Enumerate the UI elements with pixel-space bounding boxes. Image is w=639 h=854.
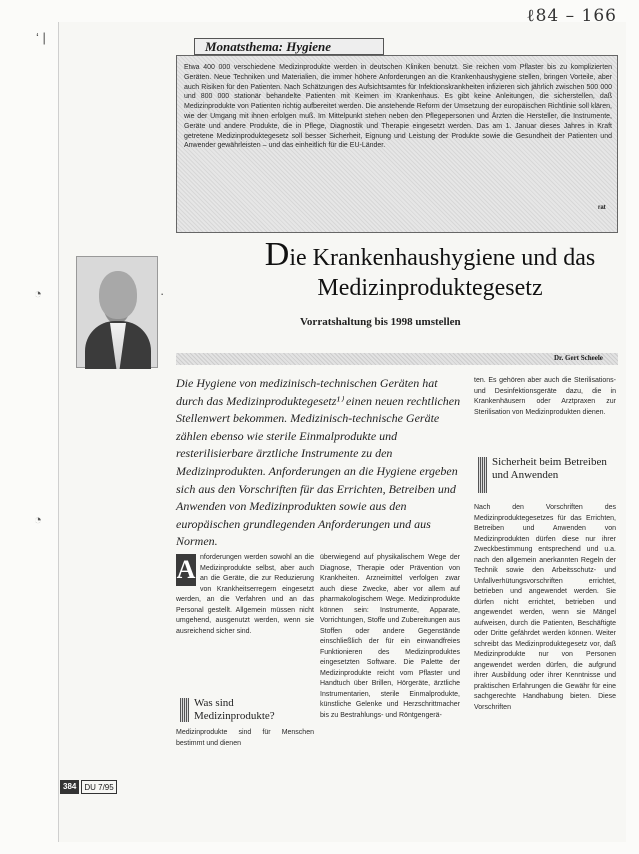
title-initial: D: [264, 236, 290, 273]
title-rest: ie Krankenhaushygiene und das Medizinproduktegesetz: [289, 245, 596, 301]
page-number: 384: [60, 780, 79, 794]
topic-label: Monatsthema: Hygiene: [194, 38, 384, 55]
binder-hole-icon: ◔: [34, 286, 42, 301]
drop-cap: A: [176, 555, 196, 584]
page-footer: [60, 780, 117, 794]
column-3-continued: Nach den Vorschriften des Medizinproduktegesetzes für das Errichten, Betreiben und Anwenden von Medizinprodukten dürfen diese nur ihrer Zweckbestimmung entsprechend und u.a. nach den allgemein anerkannten Regeln der Technik sowie den Arbeitsschutz- und Unfallverhütungsvorschriften errichtet, betrieben und angewendet werden. Sie dürfen nicht errichtet, betrieben und angewendet werden, wenn sie Mängel aufweisen, durch die Patienten, Beschäftigte oder Dritte gefährdet werden können. Weiter schreibt das Medizinproduktegesetz vor, daß Medizinprodukte nur von Personen angewendet werden dürfen, die aufgrund ihrer Ausbildung oder ihrer Kenntnisse und praktischen Erfahrungen die Gewähr für eine sachgerechte Handhabung bieten. Diese Vorschriften: [474, 504, 616, 711]
section-heading-medizinprodukte: [180, 697, 310, 722]
article-author: Dr. Gert Scheele: [554, 354, 603, 362]
binding-mark: ‘ |: [36, 30, 46, 45]
article-intro: Die Hygiene von medizinisch-technischen Geräten hat durch das Medizinproduktegesetz¹⁾ einen neuen rechtlichen Stellenwert bekommen. Medizinisch-technische Geräte zählen ebenso wie sterile Einmalprodukte und resterilisierbare ärztliche Instrumente zu den Medizinprodukten. Anforderungen an die Hygiene ergeben sich aus den Vorschriften für das Errichten, Betreiben und Anwenden von Medizinprodukten sowie aus den europäischen grundlegenden Anforderungen und aus Normen.: [176, 376, 461, 549]
column-2: überwiegend auf physikalischem Wege der Diagnose, Therapie oder Prävention von Krankheiten. Arzneimittel verfolgen zwar auch diese Zwecke, aber vor allem auf pharmakologischem Wege. Medizinprodukte können sein: Instrumente, Apparate, Vorrichtungen, Stoffe und Zubereitungen aus Stoffen oder andere Gegenstände einschließlich der für ein einwandfreies Funktionieren des Medizinproduktes eingesetzten Software. Die Palette der Medizinprodukte reicht vom Pflaster und Handtuch über Brillen, Hörgeräte, ärztliche Instrumentarien, sterile Einmalprodukte, künstliche Gelenke und Herzschrittmacher bis zu Bestrahlungs- und Röntgengerä-: [320, 554, 460, 719]
section-heading-text: Sicherheit beim Betreiben und Anwenden: [492, 456, 607, 481]
issue-label: DU 7/95: [81, 780, 116, 794]
article-title: [240, 236, 620, 303]
column-1-continued: Medizinprodukte sind für Menschen bestimmt und dienen: [176, 729, 314, 747]
author-bar: [176, 353, 618, 365]
binder-hole-icon: ◔: [34, 512, 42, 527]
article-subtitle: Vorratshaltung bis 1998 umstellen: [300, 316, 461, 328]
column-3: ten. Es gehören aber auch die Sterilisations- und Desinfektionsgeräte dazu, die in Krankenhäusern oder Arztpraxen zur Sterilisation von Medizinprodukten dienen.: [474, 377, 616, 416]
topic-text: Etwa 400 000 verschiedene Medizinprodukte werden in deutschen Kliniken benutzt. Sie reichen vom Pflaster bis zu komplizierten Geräten. Neue Techniken und Materialien, die immer höhere Anforderungen an die Krankenhaushygiene stellen, bringen Vorteile, aber auch Risiken für den Patienten. Nach Schätzungen des Aufsichtsamtes für Infektionskrankheiten infizieren sich jährlich zwischen 500 000 und 800 000 stationär behandelte Patienten mit Keimen im Krankenhaus. Es gibt keine Anleitungen, die sicherstellen, daß Medizinprodukte von Patienten richtig aufbereitet werden. Die anstehende Reform der Umsetzung der europäischen Richtlinie soll klären, wie der Umgang mit ihnen erfolgen muß. Im Mittelpunkt stehen neben den Pflegepersonen und Ärzten die Hersteller, die Instrumente, Geräte und andere Produkte, die in Pflege, Diagnostik und Therapie eingesetzt werden. Das am 1. Januar dieses Jahres in Kraft getretene Medizinproduktegesetz soll besser Sicherheit, Eignung und Leistung der Produkte sowie die Gesundheit der Patienten und Anwender gewährleisten – und das einheitlich für die EU-Länder.: [184, 64, 612, 150]
section-heading-text: Was sind Medizinprodukte?: [194, 697, 275, 722]
binder-hole-icon: ·: [160, 286, 165, 301]
handwritten-annotation: ℓ84 – 166: [526, 6, 617, 26]
section-marker-icon: [180, 698, 189, 722]
column-1: [176, 553, 314, 693]
author-photo: [76, 256, 158, 368]
column-1-text: nforderungen werden sowohl an die Medizinprodukte selbst, aber auch an die Geräte, die zur Reduzierung von Krankheitserregern eingesetzt werden, an die Verfahren und an das Personal gestellt. Allgemein müssen nicht umgehend, ausgenutzt werden, wenn sie ausreichend sicher sind.: [176, 554, 314, 635]
topic-author-tag: rat: [598, 205, 606, 211]
section-marker-icon: [478, 457, 487, 493]
photo-head: [99, 271, 137, 319]
section-heading-sicherheit: [478, 456, 608, 481]
